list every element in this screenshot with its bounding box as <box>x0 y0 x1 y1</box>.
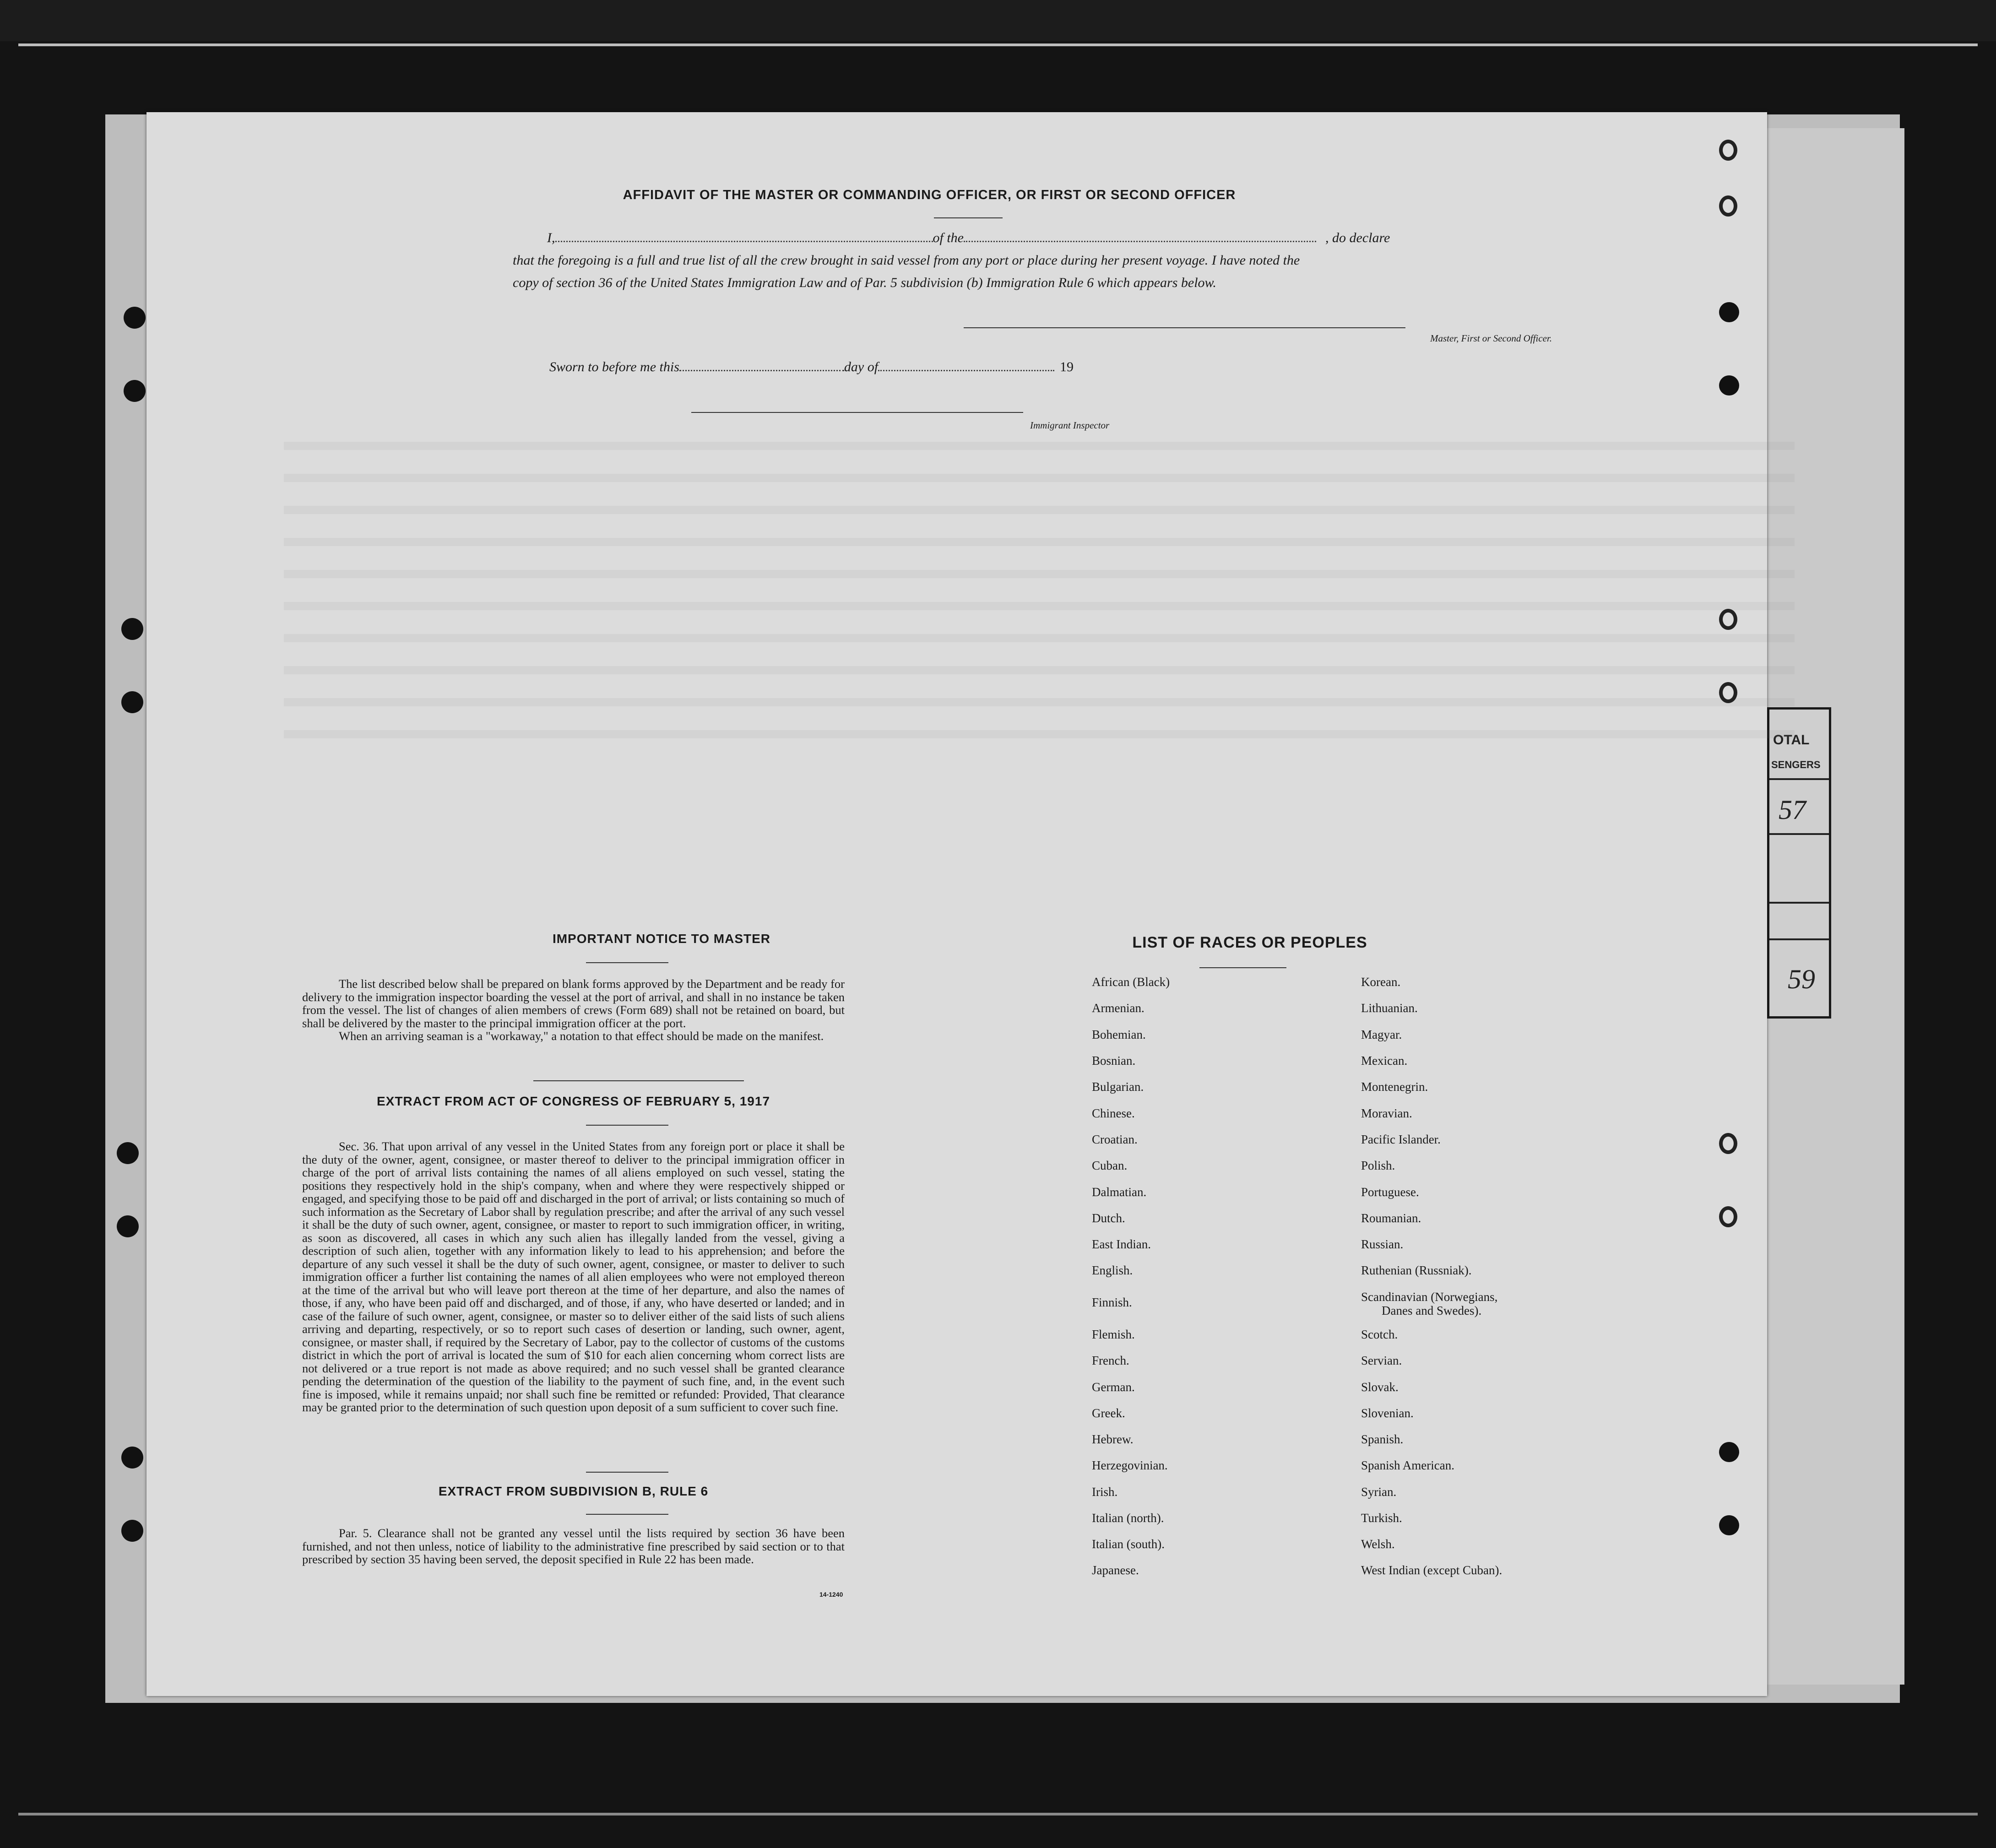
race-item: Flemish. <box>1092 1328 1135 1341</box>
race-item: Italian (south). <box>1092 1537 1165 1551</box>
punch-hole <box>121 1447 143 1469</box>
show-through-line <box>284 474 1795 482</box>
extract-rule-title: EXTRACT FROM SUBDIVISION B, RULE 6 <box>438 1484 709 1498</box>
extract-act-divider <box>586 1125 668 1126</box>
inspector-signature-line[interactable] <box>691 412 1023 413</box>
punch-hole <box>121 1520 143 1542</box>
affidavit-title: AFFIDAVIT OF THE MASTER OR COMMANDING OFFICER, OR FIRST OR SECOND OFFICER <box>623 188 1236 202</box>
extract-rule-text <box>302 1527 845 1566</box>
punch-hole <box>1719 195 1737 217</box>
stamp-divider <box>1769 833 1829 835</box>
notice-para-1: The list described below shall be prepared on blank forms approved by the Department and be ready for delivery to the immigration inspector boarding the vessel at the port of arrival, and shall in no instance be taken from the vessel. The list of changes of alien members of crews (Form 689) shall not be retained on board, but shall be delivered by the master to the principal immigration officer at the port. <box>302 977 845 1030</box>
race-item: African (Black) <box>1092 975 1170 989</box>
inspector-caption: Immigrant Inspector <box>1030 420 1110 431</box>
race-item: East Indian. <box>1092 1237 1151 1251</box>
punch-hole <box>121 691 143 713</box>
race-item: French. <box>1092 1354 1129 1367</box>
title-divider <box>934 217 1003 218</box>
punch-hole <box>124 380 146 402</box>
extract-act-title: EXTRACT FROM ACT OF CONGRESS OF FEBRUARY 5, 1917 <box>376 1094 770 1108</box>
section-divider <box>586 1472 668 1473</box>
show-through-line <box>284 698 1795 706</box>
show-through-line <box>284 506 1795 514</box>
show-through-line <box>284 730 1795 738</box>
show-through-line <box>284 442 1795 450</box>
race-item: Polish. <box>1361 1159 1395 1172</box>
punch-hole <box>1719 1442 1739 1462</box>
stamp-value-total: 57 <box>1779 795 1806 825</box>
race-item: Croatian. <box>1092 1133 1138 1146</box>
race-item: Russian. <box>1361 1237 1404 1251</box>
form-number: 14-1240 <box>819 1591 843 1598</box>
notice-title: IMPORTANT NOTICE TO MASTER <box>552 932 771 946</box>
scan-border-top <box>0 0 1996 41</box>
race-item: Korean. <box>1361 975 1401 989</box>
race-item-continued: Danes and Swedes). <box>1382 1304 1482 1317</box>
i-label: I, <box>547 230 555 245</box>
show-through-line <box>284 570 1795 578</box>
punch-hole <box>1719 140 1737 161</box>
section-divider <box>533 1080 744 1081</box>
film-edge-line-bottom <box>18 1813 1978 1815</box>
stamp-divider <box>1769 938 1829 940</box>
race-item: Finnish. <box>1092 1295 1132 1309</box>
section-36-text: Sec. 36. That upon arrival of any vessel in the United States from any foreign port or place it shall be the duty of the owner, agent, consignee, or master thereof to deliver to the principal immigration officer in charge of the port of arrival lists containing the names of all aliens employed on such vessel, stating the positions they respectively hold in the ship's company, when and where they were respectively shipped or engaged, and specifying those to be paid off and discharged in the port of arrival; or lists containing so much of such information as the Secretary of Labor shall by regulation prescribe; and after the arrival of any such vessel it shall be the duty of such owner, agent, consignee, or master to report to such immigration officer, in writing, as soon as discovered, all cases in which any such alien has illegally landed from the vessel, giving a description of such alien, together with any information likely to lead to his apprehension; and before the departure of any such vessel it shall be the duty of such owner, agent, consignee, or master to deliver to such immigration officer a further list containing the names of all alien employees who were not employed thereon at the time of the arrival but who will leave port thereon at the time of her departure, and also the names of those, if any, who have been paid off and discharged, and of those, if any, who have deserted or landed; and in case of the failure of such owner, agent, consignee, or master so to deliver either of the said lists of such aliens arriving and departing, respectively, or so to report such cases of desertion or landing, such owner, agent, consignee, or master shall, if required by the Secretary of Labor, pay to the collector of customs of the customs district in which the port of arrival is located the sum of $10 for each alien concerning whom correct lists are not delivered or a true report is not made as above required; and no such vessel shall be granted clearance pending the determination of the question of the liability to the payment of such fine, and, in the event such fine is imposed, while it remains unpaid; nor shall such fine be remitted or refunded: Provided, That clearance may be granted prior to the determination of such question upon deposit of a sum sufficient to cover such fine. <box>302 1139 845 1414</box>
notice-text <box>302 977 845 1043</box>
punch-hole <box>1719 375 1739 396</box>
sworn-label: Sworn to before me this <box>549 359 679 374</box>
race-item: Magyar. <box>1361 1028 1402 1041</box>
race-item: Slovak. <box>1361 1380 1399 1394</box>
races-left-column <box>1092 975 1348 1616</box>
day-of-label: day of <box>844 359 879 374</box>
race-item: Portuguese. <box>1361 1185 1419 1199</box>
sworn-month-field[interactable] <box>878 356 1054 371</box>
year-prefix: 19 <box>1060 359 1074 374</box>
race-item: Pacific Islander. <box>1361 1133 1441 1146</box>
race-item: Herzegovinian. <box>1092 1458 1168 1472</box>
race-item: Bohemian. <box>1092 1028 1146 1041</box>
race-item: Syrian. <box>1361 1485 1397 1499</box>
race-item: Scandinavian (Norwegians, <box>1361 1290 1498 1304</box>
affidavit-page <box>146 112 1767 1696</box>
races-right-column <box>1361 975 1617 1616</box>
race-item: Montenegrin. <box>1361 1080 1428 1094</box>
race-item: Japanese. <box>1092 1563 1139 1577</box>
race-item: Chinese. <box>1092 1106 1135 1120</box>
race-item: Mexican. <box>1361 1054 1408 1068</box>
race-item: Roumanian. <box>1361 1211 1421 1225</box>
race-item: Moravian. <box>1361 1106 1412 1120</box>
race-item: Bulgarian. <box>1092 1080 1144 1094</box>
punch-hole <box>1719 1206 1737 1227</box>
race-item: Welsh. <box>1361 1537 1395 1551</box>
race-item: Italian (north). <box>1092 1511 1164 1525</box>
notice-divider <box>586 962 668 963</box>
affidavit-body <box>513 227 1557 294</box>
races-divider <box>1199 967 1286 968</box>
race-item: Scotch. <box>1361 1328 1398 1341</box>
affidavit-line-2: that the foregoing is a full and true list of all the crew brought in said vessel from any port or place during her present voyage. I have noted the <box>513 253 1300 268</box>
extract-act-text <box>302 1140 845 1414</box>
race-item: English. <box>1092 1263 1133 1277</box>
punch-hole <box>1719 609 1737 630</box>
race-item: Turkish. <box>1361 1511 1402 1525</box>
race-item: Spanish American. <box>1361 1458 1454 1472</box>
race-item: Hebrew. <box>1092 1432 1134 1446</box>
extract-rule-divider <box>586 1514 668 1515</box>
affidavit-line-3: copy of section 36 of the United States Immigration Law and of Par. 5 subdivision (b) Immigration Rule 6 which appears below. <box>513 275 1216 290</box>
race-item: German. <box>1092 1380 1135 1394</box>
stamp-label-total: OTAL <box>1773 732 1810 748</box>
sworn-line <box>549 356 1074 378</box>
notice-para-2: When an arriving seaman is a "workaway," a notation to that effect should be made on the manifest. <box>339 1029 824 1043</box>
punch-hole <box>124 307 146 329</box>
master-signature-line[interactable] <box>964 327 1405 328</box>
do-declare-label: , do declare <box>1325 230 1390 245</box>
punch-hole <box>121 618 143 640</box>
race-item: Servian. <box>1361 1354 1402 1367</box>
race-item: Lithuanian. <box>1361 1001 1418 1015</box>
punch-hole <box>1719 682 1737 703</box>
film-edge-line <box>18 43 1978 46</box>
stamp-divider <box>1769 778 1829 780</box>
stamp-divider <box>1769 902 1829 904</box>
race-item: Dalmatian. <box>1092 1185 1147 1199</box>
race-item: Bosnian. <box>1092 1054 1136 1068</box>
punch-hole <box>1719 1133 1737 1154</box>
par-5-text: Par. 5. Clearance shall not be granted any vessel until the lists required by section 36 have been furnished, and not then unless, notice of liability to the administrative fine prescribed by said section or to that prescribed by section 35 having been served, the deposit specified in Rule 22 has been made. <box>302 1526 845 1566</box>
show-through-line <box>284 538 1795 546</box>
race-item: West Indian (except Cuban). <box>1361 1563 1502 1577</box>
stamp-label-passengers: SENGERS <box>1771 759 1821 770</box>
master-name-field[interactable] <box>555 227 933 242</box>
races-title: LIST OF RACES OR PEOPLES <box>1132 934 1367 951</box>
race-item: Slovenian. <box>1361 1406 1414 1420</box>
race-item: Spanish. <box>1361 1432 1404 1446</box>
punch-hole <box>117 1142 139 1164</box>
punch-hole <box>1719 302 1739 322</box>
of-the-label: of the <box>933 230 964 245</box>
punch-hole <box>1719 1515 1739 1535</box>
show-through-line <box>284 634 1795 642</box>
punch-hole <box>117 1215 139 1237</box>
race-item: Greek. <box>1092 1406 1125 1420</box>
show-through-line <box>284 666 1795 674</box>
race-item: Ruthenian (Russniak). <box>1361 1263 1472 1277</box>
sworn-day-field[interactable] <box>679 356 844 371</box>
race-item: Armenian. <box>1092 1001 1144 1015</box>
master-caption: Master, First or Second Officer. <box>1430 333 1552 344</box>
race-item: Cuban. <box>1092 1159 1128 1172</box>
vessel-name-field[interactable] <box>964 227 1316 242</box>
race-item: Dutch. <box>1092 1211 1125 1225</box>
stamp-value-2: 59 <box>1788 964 1815 994</box>
show-through-line <box>284 602 1795 610</box>
totals-stamp-box <box>1767 707 1831 1019</box>
race-item: Irish. <box>1092 1485 1118 1499</box>
